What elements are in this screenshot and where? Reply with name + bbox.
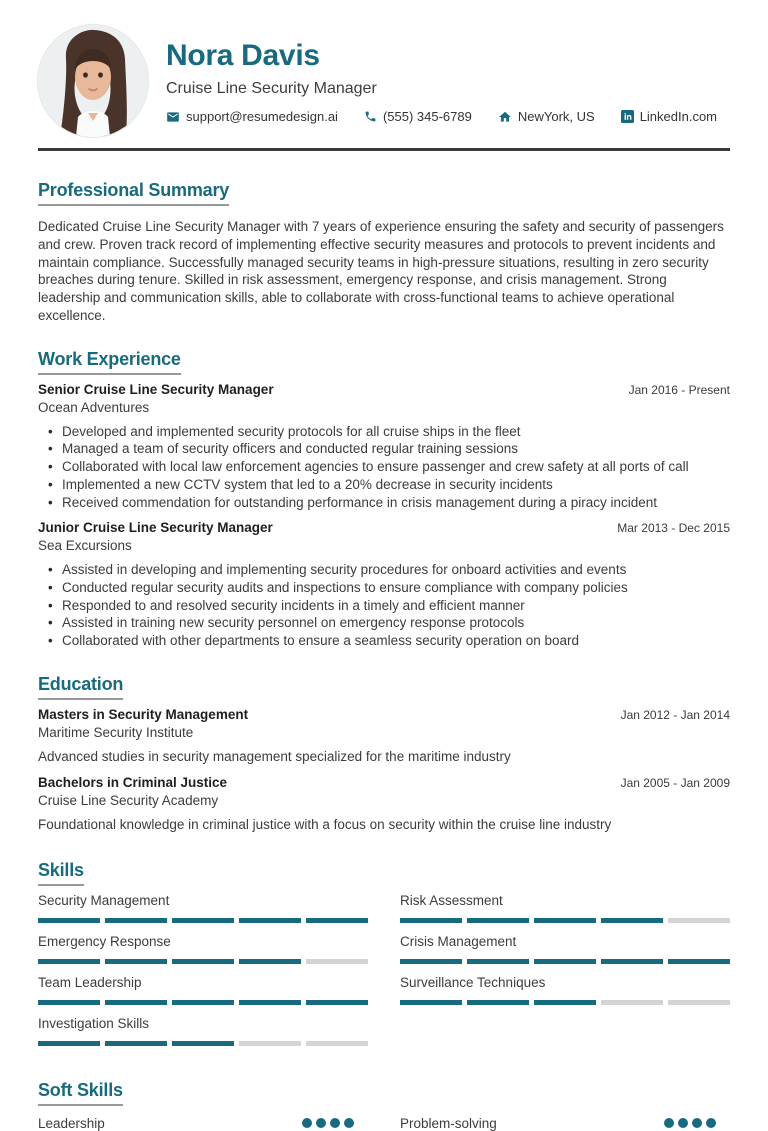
job-bullet: • Responded to and resolved security incidents in a timely and efficient manner (38, 597, 730, 615)
education-description: Foundational knowledge in criminal justice with a focus on security within the cruise line industry (38, 817, 612, 833)
skill-level-bar (38, 1000, 368, 1005)
contact-location[interactable] (498, 109, 595, 124)
skill-name: Risk Assessment (400, 892, 503, 908)
candidate-title: Cruise Line Security Manager (166, 80, 377, 97)
section-work-experience (38, 349, 730, 650)
soft-skill-item (38, 1116, 368, 1131)
school-name: Cruise Line Security Academy (38, 793, 219, 809)
education-entry (38, 774, 730, 834)
degree-title: Masters in Security Management (38, 706, 249, 722)
job-bullet: • Managed a team of security officers and conducted regular training sessions (38, 440, 730, 458)
home-icon (498, 110, 512, 124)
section-soft-skills (38, 1080, 730, 1131)
skill-name: Security Management (38, 892, 170, 908)
skill-item (400, 974, 730, 1010)
skill-level-bar (38, 1041, 368, 1046)
skill-item (400, 892, 730, 928)
contact-email-label: support@resumedesign.ai (186, 109, 338, 124)
skills-heading: Skills (38, 860, 84, 886)
email-icon (166, 110, 180, 124)
education-dates: Jan 2005 - Jan 2009 (620, 776, 730, 791)
skill-level-bar (38, 918, 368, 923)
candidate-name: Nora Davis (166, 39, 320, 72)
job-dates: Jan 2016 - Present (628, 382, 730, 397)
skill-level-bar (400, 959, 730, 964)
skills-grid (38, 892, 730, 1056)
contact-location-label: NewYork, US (517, 109, 595, 124)
job-bullet: • Collaborated with local law enforcement agencies to ensure passenger and crew safety at all ports of call (38, 458, 730, 476)
skill-name: Emergency Response (38, 933, 171, 949)
section-education (38, 674, 730, 834)
soft-skills-grid (38, 1116, 730, 1131)
job-company: Sea Excursions (38, 538, 132, 554)
education-heading: Education (38, 674, 123, 700)
job-bullet: • Assisted in developing and implementing security procedures for onboard activities and events (38, 561, 730, 579)
contact-phone[interactable] (364, 109, 472, 124)
soft-skill-name: Problem-solving (400, 1115, 497, 1131)
job-bullet: • Developed and implemented security protocols for all cruise ships in the fleet (38, 423, 730, 441)
degree-title: Bachelors in Criminal Justice (38, 775, 228, 791)
summary-heading: Professional Summary (38, 180, 229, 206)
header-divider (38, 148, 730, 151)
job-entry (38, 381, 730, 512)
job-bullet: • Received commendation for outstanding performance in crisis management during a piracy incident (38, 494, 730, 512)
skill-item (38, 933, 368, 969)
summary-text: Dedicated Cruise Line Security Manager with 7 years of experience ensuring the safety and security of passengers and crew. Proven track record of implementing effective security measures and protocols to prevent incidents and maintain compliance. Successfully managed security teams in high-pressure situations, resulting in zero security breaches during tenure. Skilled in risk assessment, emergency response, and crisis management. Strong leadership and communication skills, able to collaborate with cross-functional teams to achieve operational excellence. (38, 219, 724, 323)
skill-level-bar (400, 918, 730, 923)
skill-item (38, 892, 368, 928)
job-bullet: • Implemented a new CCTV system that led to a 20% decrease in security incidents (38, 476, 730, 494)
job-bullet: • Collaborated with other departments to ensure a seamless security operation on board (38, 632, 730, 650)
skill-item (38, 974, 368, 1010)
profile-photo (38, 25, 148, 137)
job-bullets (38, 423, 730, 512)
soft-skill-name: Leadership (38, 1115, 105, 1131)
section-skills (38, 860, 730, 1056)
contact-row (166, 109, 717, 124)
section-professional-summary (38, 180, 730, 325)
contact-email[interactable] (166, 109, 338, 124)
resume-header (38, 0, 730, 137)
skill-level-bar (38, 959, 368, 964)
job-company: Ocean Adventures (38, 399, 150, 415)
skill-level-bar (400, 1000, 730, 1005)
job-title-text: Junior Cruise Line Security Manager (38, 520, 273, 536)
school-name: Maritime Security Institute (38, 724, 194, 740)
linkedin-icon (621, 110, 634, 123)
skill-name: Crisis Management (400, 933, 517, 949)
contact-linkedin-label: LinkedIn.com (639, 109, 718, 124)
header-text (166, 25, 717, 124)
soft-skill-dots (664, 1118, 716, 1128)
skill-name: Surveillance Techniques (400, 974, 546, 990)
soft-skill-item (400, 1116, 730, 1131)
contact-phone-label: (555) 345-6789 (382, 109, 472, 124)
skill-item (38, 1015, 368, 1051)
job-dates: Mar 2013 - Dec 2015 (617, 521, 730, 536)
skill-name: Investigation Skills (38, 1015, 150, 1031)
job-title-text: Senior Cruise Line Security Manager (38, 381, 274, 397)
soft-skill-dots (302, 1118, 354, 1128)
job-entry (38, 519, 730, 650)
work-heading: Work Experience (38, 349, 181, 375)
education-dates: Jan 2012 - Jan 2014 (620, 707, 730, 722)
job-bullet: • Conducted regular security audits and inspections to ensure compliance with company policies (38, 579, 730, 597)
skill-name: Team Leadership (38, 974, 142, 990)
skill-item (400, 933, 730, 969)
soft-skills-heading: Soft Skills (38, 1080, 123, 1106)
phone-icon (364, 110, 377, 123)
education-description: Advanced studies in security management specialized for the maritime industry (38, 748, 511, 764)
education-entry (38, 706, 730, 766)
contact-linkedin[interactable] (621, 109, 717, 124)
job-bullets (38, 561, 730, 650)
job-bullet: • Assisted in training new security personnel on emergency response protocols (38, 614, 730, 632)
